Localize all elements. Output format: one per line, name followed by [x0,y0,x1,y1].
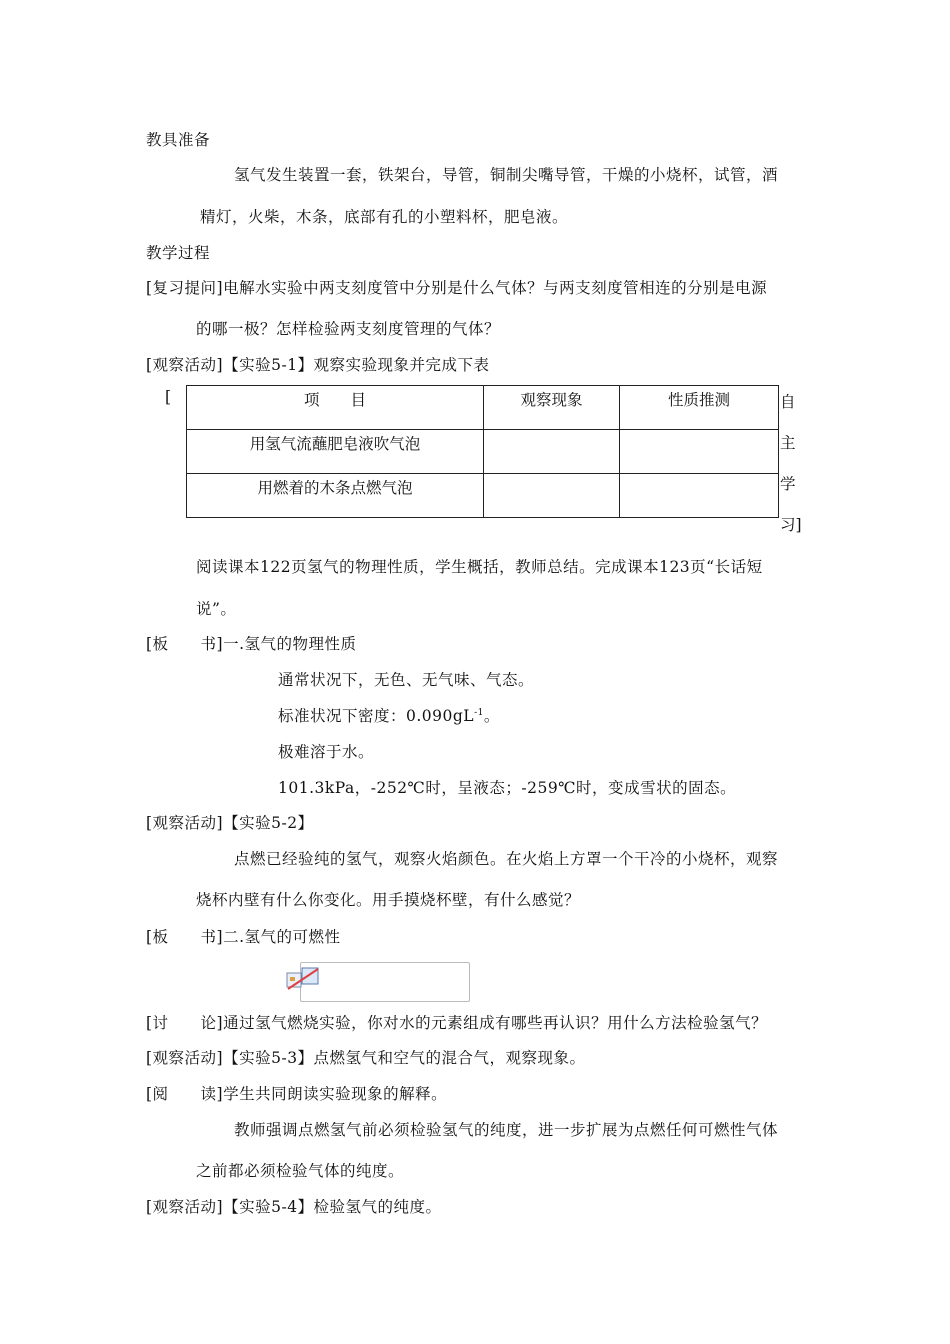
table-header-row [187,386,779,430]
side-label-char: 习] [780,516,802,534]
broken-image-frame [300,962,470,1002]
side-label-char: 自 [780,393,796,411]
teacher-emphasis-line1: 教师强调点燃氢气前必须检验氢气的纯度，进一步扩展为点燃任何可燃性气体 [234,1121,779,1139]
property-density-end: 。 [483,707,500,725]
section-heading-equipment: 教具准备 [146,131,211,149]
table-header-phenomenon: 观察现象 [484,386,620,430]
section-heading-process: 教学过程 [146,244,211,262]
blackboard-heading-2: [板 书]二.氢气的可燃性 [146,928,341,946]
experiment2-line2: 烧杯内壁有什么你变化。用手摸烧杯壁，有什么感觉？ [196,891,581,909]
table-row [187,430,779,474]
side-label-char: 主 [780,434,796,452]
experiment2-line1: 点燃已经验纯的氢气，观察火焰颜色。在火焰上方罩一个干冷的小烧杯，观察 [234,850,779,868]
table-header-property: 性质推测 [620,386,779,430]
review-question-line2: 的哪一极？怎样检验两支刻度管理的气体？ [196,320,501,338]
table-row [187,474,779,518]
table-cell: 用燃着的木条点燃气泡 [187,474,484,518]
side-label-char: 学 [780,475,796,493]
reading-aloud: [阅 读]学生共同朗读实验现象的解释。 [146,1085,448,1103]
property-density [278,704,500,726]
reading-task-line2: 说”。 [196,600,237,618]
discussion: [讨 论]通过氢气燃烧实验，你对水的元素组成有哪些再认识？用什么方法检验氢气？ [146,1014,768,1032]
property-density-text: 标准状况下密度：0.090gL [278,707,475,725]
property-density-sup: -1 [474,707,484,718]
observation-activity-2: [观察活动]【实验5-2】 [146,814,314,832]
observation-table [186,385,779,518]
table-cell [620,474,779,518]
table-cell [484,474,620,518]
equipment-text-line2: 精灯，火柴，木条，底部有孔的小塑料杯，肥皂液。 [200,208,569,226]
observation-activity-1: [观察活动]【实验5-1】观察实验现象并完成下表 [146,356,490,374]
table-cell [620,430,779,474]
broken-image-icon [286,967,320,991]
table-cell: 用氢气流蘸肥皂液吹气泡 [187,430,484,474]
table-header-item: 项 目 [187,386,484,430]
property-color-state: 通常状况下，无色、无气味、气态。 [278,671,535,689]
blackboard-heading-1: [板 书]一.氢气的物理性质 [146,635,357,653]
equipment-text-line1: 氢气发生装置一套，铁架台，导管，铜制尖嘴导管，干燥的小烧杯，试管，酒 [234,166,779,184]
reading-task-line1: 阅读课本122页氢气的物理性质，学生概括，教师总结。完成课本123页“长话短 [196,558,763,576]
property-phase-change: 101.3kPa，-252℃时，呈液态；-259℃时，变成雪状的固态。 [278,779,737,797]
teacher-emphasis-line2: 之前都必须检验气体的纯度。 [196,1162,405,1180]
bracket-open: [ [165,388,172,406]
review-question-line1: [复习提问]电解水实验中两支刻度管中分别是什么气体？与两支刻度管相连的分别是电源 [146,279,768,297]
table-cell [484,430,620,474]
observation-activity-4: [观察活动]【实验5-4】检验氢气的纯度。 [146,1198,442,1216]
observation-activity-3: [观察活动]【实验5-3】点燃氢气和空气的混合气，观察现象。 [146,1049,586,1067]
property-solubility: 极难溶于水。 [278,743,375,761]
